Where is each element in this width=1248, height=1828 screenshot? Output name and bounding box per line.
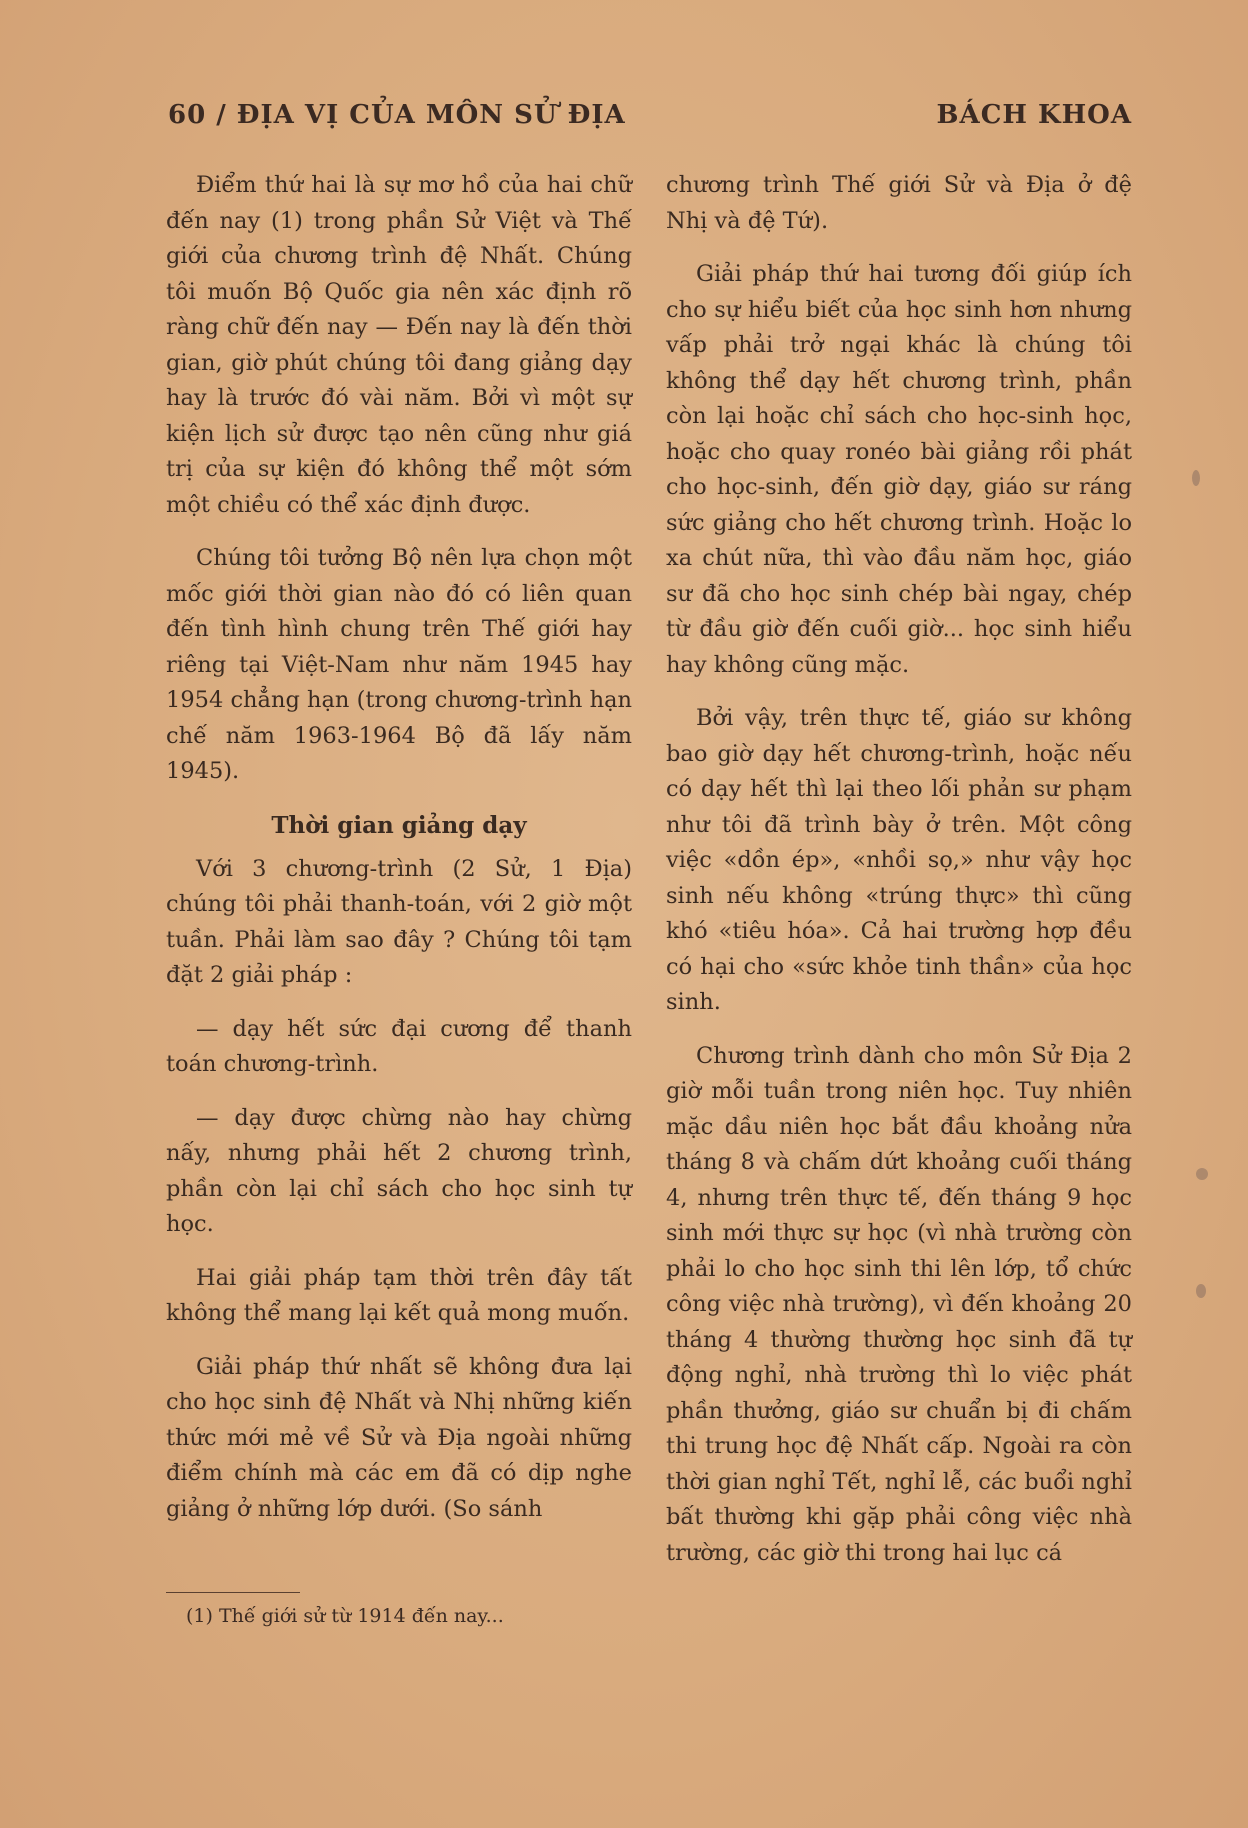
paragraph: Hai giải pháp tạm thời trên đây tất không thể mang lại kết quả mong muốn.	[166, 1264, 632, 1326]
paper-stain	[1192, 470, 1200, 486]
paragraph: Chúng tôi tưởng Bộ nên lựa chọn một mốc giới thời gian nào đó có liên quan đến tình hình chung trên Thế giới hay riêng tại Việt-Nam như năm 1945 hay 1954 chẳng hạn (trong chương-trình hạn chế năm 1963-1964 Bộ đã lấy năm 1945).	[166, 545, 632, 784]
paragraph: — dạy hết sức đại cương để thanh toán chương-trình.	[166, 1015, 632, 1077]
section-heading: Thời gian giảng dạy	[271, 811, 527, 839]
header-page-title: 60 / ĐỊA VỊ CỦA MÔN SỬ ĐỊA	[168, 100, 626, 130]
paragraph: Bởi vậy, trên thực tế, giáo sư không bao giờ dạy hết chương-trình, hoặc nếu có dạy hết thì lại theo lối phản sư phạm như tôi đã trình bày ở trên. Một công việc «dồn ép», «nhồi sọ,» như vậy học sinh nếu không «trúng thực» thì cũng khó «tiêu hóa». Cả hai trường hợp đều có hại cho «sức khỏe tinh thần» của học sinh.	[666, 705, 1132, 1015]
paragraph: — dạy được chừng nào hay chừng nấy, nhưng phải hết 2 chương trình, phần còn lại chỉ sách cho học sinh tự học.	[166, 1104, 632, 1237]
left-column	[166, 168, 632, 1545]
footnote: (1) Thế giới sử từ 1914 đến nay...	[186, 1605, 504, 1627]
paragraph: Chương trình dành cho môn Sử Địa 2 giờ mỗi tuần trong niên học. Tuy nhiên mặc dầu niên học bắt đầu khoảng nửa tháng 8 và chấm dứt khoảng cuối tháng 4, nhưng trên thực tế, đến tháng 9 học sinh mới thực sự học (vì nhà trường còn phải lo cho học sinh thi lên lớp, tổ chức công việc nhà trường), vì đến khoảng 20 tháng 4 thường thường học sinh đã tự động nghỉ, nhà trường thì lo việc phát phần thưởng, giáo sư chuẩn bị đi chấm thi trung học đệ Nhất cấp. Ngoài ra còn thời gian nghỉ Tết, nghỉ lễ, các buổi nghỉ bất thường khi gặp phải công việc nhà trường, các giờ thi trong hai lục cá	[666, 1042, 1132, 1566]
paragraph: chương trình Thế giới Sử và Địa ở đệ Nhị và đệ Tứ).	[666, 172, 1132, 234]
paragraph: Giải pháp thứ hai tương đối giúp ích cho sự hiểu biết của học sinh hơn nhưng vấp phải trở ngại khác là chúng tôi không thể dạy hết chương trình, phần còn lại hoặc chỉ sách cho học-sinh học, hoặc cho quay ronéo bài giảng rồi phát cho học-sinh, đến giờ dạy, giáo sư ráng sức giảng cho hết chương trình. Hoặc lo xa chút nữa, thì vào đầu năm học, giáo sư đã cho học sinh chép bài ngay, chép từ đầu giờ đến cuối giờ... học sinh hiểu hay không cũng mặc.	[666, 261, 1132, 678]
paper-stain	[1196, 1168, 1208, 1180]
paragraph: Với 3 chương-trình (2 Sử, 1 Địa) chúng tôi phải thanh-toán, với 2 giờ một tuần. Phải làm sao đây ? Chúng tôi tạm đặt 2 giải pháp :	[166, 855, 632, 988]
header-magazine-name: BÁCH KHOA	[936, 100, 1132, 130]
paragraph: Điểm thứ hai là sự mơ hồ của hai chữ đến nay (1) trong phần Sử Việt và Thế giới của chương trình đệ Nhất. Chúng tôi muốn Bộ Quốc gia nên xác định rõ ràng chữ đến nay — Đến nay là đến thời gian, giờ phút chúng tôi đang giảng dạy hay là trước đó vài năm. Bởi vì một sự kiện lịch sử được tạo nên cũng như giá trị của sự kiện đó không thể một sớm một chiều có thể xác định được.	[166, 172, 632, 518]
right-column	[666, 168, 1132, 1589]
page-header	[168, 100, 1132, 140]
footnote-divider	[166, 1592, 300, 1593]
paper-stain	[1196, 1284, 1206, 1298]
paragraph: Giải pháp thứ nhất sẽ không đưa lại cho học sinh đệ Nhất và Nhị những kiến thức mới mẻ về Sử và Địa ngoài những điểm chính mà các em đã có dịp nghe giảng ở những lớp dưới. (So sánh	[166, 1353, 632, 1522]
